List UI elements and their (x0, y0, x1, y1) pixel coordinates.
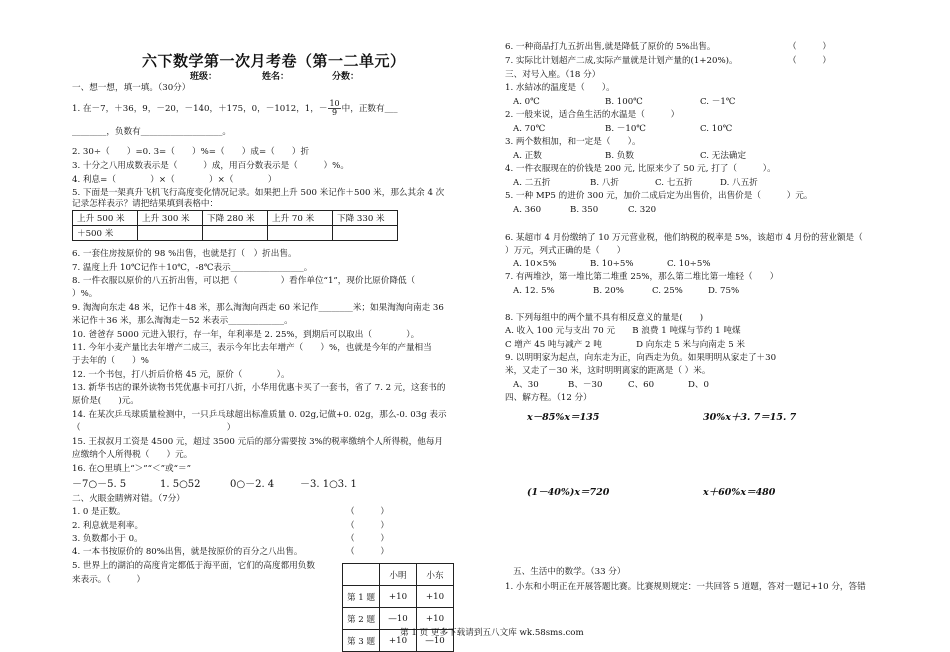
choice-3-option: A. 正数 (513, 151, 542, 161)
question-14-line-1: 14. 在某次乒乓球质量检测中，一只乒乓球超出标准质量 0. 02g,记做+0. 02g，那么-0. 03g 表示 (72, 410, 447, 420)
choice-2-option: B. －10℃ (605, 124, 646, 134)
choice-2: 2. 一般来说，适合鱼生活的水温是（ ） (505, 110, 680, 120)
equation-4: x＋60%x＝480 (703, 487, 776, 498)
choice-3-option: C. 无法确定 (700, 151, 747, 161)
choice-3-option: B. 负数 (605, 151, 634, 161)
choice-5-option: B. 350 (570, 205, 599, 215)
table-cell: 上升 70 米 (268, 211, 333, 226)
table-cell: —10 (380, 608, 417, 630)
judge-7: 7. 实际比计划超产二成,实际产量就是计划产量的(1+20%)。 (505, 56, 738, 66)
choice-9-option: C、60 (628, 380, 655, 390)
question-2: 2. 30÷（ ）=0. 3=（ ）%=（ ）成=（ ）折 (72, 147, 310, 157)
table-cell (268, 226, 333, 241)
altitude-record-table (72, 210, 398, 241)
judge-4-paren: （ ） (346, 547, 389, 557)
table-cell: +10 (380, 586, 417, 608)
choice-4-option: A. 二五折 (513, 178, 551, 188)
table-cell: 下降 330 米 (333, 211, 398, 226)
table-cell: 小东 (417, 564, 454, 586)
question-8-line-2: ）%。 (72, 289, 98, 299)
question-13-line-1: 13. 新华书店的课外读物书凭优惠卡可打八折，小华用优惠卡买了一套书，省了 7. 2 元，这套书的 (72, 383, 446, 393)
choice-9-option: A、30 (513, 380, 539, 390)
section-5-heading: 五、生活中的数学。（33 分） (513, 567, 626, 577)
table-cell (138, 226, 203, 241)
compare-item: －3. 1○3. 1 (300, 479, 357, 490)
table-cell: ＋500 米 (73, 226, 138, 241)
choice-4-option: B. 八折 (590, 178, 619, 188)
table-cell: +10 (417, 586, 454, 608)
question-1-text-b: 中，正数有___ (341, 104, 398, 114)
choice-6-option: A. 10×5% (513, 259, 557, 269)
question-15-line-1: 15. 王叔叔月工资是 4500 元，超过 3500 元后的部分需要按 3%的税率缴纳个人所得税，他每月 (72, 437, 444, 447)
judge-1: 1. 0 是正数。 (72, 507, 126, 517)
fraction-numerator: 10 (329, 99, 340, 108)
question-11-line-1: 11. 今年小麦产量比去年增产二成三，表示今年比去年增产（ ）%，也就是今年的产量相当 (72, 343, 432, 353)
choice-4: 4. 一件衣服现在的价钱是 200 元, 比原来少了 50 元, 打了（ ）。 (505, 164, 776, 174)
table-cell: —10 (417, 630, 454, 652)
question-10: 10. 爸爸存 5000 元进入银行，存一年，年利率是 2. 25%，到期后可以取出（ ）。 (72, 330, 420, 340)
choice-2-option: C. 10℃ (700, 124, 733, 134)
question-1-fraction (328, 100, 340, 117)
question-5-line-2: 记录怎样表示？请把结果填到表格中： (72, 199, 219, 209)
choice-4-option: C. 七五折 (655, 178, 693, 188)
table-cell: 第 3 题 (343, 630, 380, 652)
question-15-line-2: 应缴纳个人所得税（ ）元。 (72, 450, 193, 460)
table-header-row (73, 211, 398, 226)
question-1-text-a: 1. 在－7，＋36，9，－20，－140，＋175，0，－1012，1，－ (72, 104, 328, 114)
choice-5: 5. 一种 MP5 的进价 300 元，加价二成后定为出售价，出售价是（ ）元。 (505, 191, 813, 201)
question-7: 7. 温度上升 10℃记作＋10℃，-8℃表示_________________。 (72, 263, 313, 273)
judge-6-paren: （ ） (788, 42, 831, 52)
choice-3: 3. 两个数相加，和一定是（ ）。 (505, 137, 641, 147)
question-16: 16. 在○里填上“＞”“＜”或“＝” (72, 464, 192, 474)
choice-1-option: B. 100℃ (605, 97, 643, 107)
table-cell: 第 2 题 (343, 608, 380, 630)
table-cell: +10 (380, 630, 417, 652)
choice-9-option: D、0 (688, 380, 709, 390)
choice-1-option: A. 0℃ (513, 97, 540, 107)
table-cell: 上升 300 米 (138, 211, 203, 226)
choice-2-option: A. 70℃ (513, 124, 546, 134)
question-5-line-1: 5. 下面是一架真升飞机飞行高度变化情况记录。如果把上升 500 米记作＋500 米，那么其余 4 次 (72, 188, 445, 198)
table-cell: 上升 500 米 (73, 211, 138, 226)
page-title: 六下数学第一次月考卷（第一二单元） (142, 52, 406, 70)
choice-6-line-2: ）万元，列式正确的是（ ） (505, 246, 626, 256)
choice-1-option: C. －1℃ (700, 97, 736, 107)
page-footer: 第 1 页 更多下载请到五八文库 wk.58sms.com (400, 628, 584, 638)
table-row (73, 226, 398, 241)
judge-2: 2. 利息就是利率。 (72, 521, 144, 531)
question-6: 6. 一套住房按原价的 98 %出售，也就是打（ ）折出售。 (72, 249, 297, 259)
choice-7: 7. 有两堆沙，第一堆比第二堆重 25%，那么第二堆比第一堆轻（ ） (505, 272, 779, 282)
choice-6-option: B. 10÷5% (590, 259, 634, 269)
choice-6-option: C. 10÷5% (667, 259, 711, 269)
judge-1-paren: （ ） (346, 507, 389, 517)
class-label: 班级： (190, 72, 218, 82)
choice-9-line-1: 9. 以明明家为起点，向东走为正，向西走为负。如果明明从家走了＋30 (505, 353, 777, 363)
equation-3: (1－40%)x＝720 (527, 487, 610, 498)
question-13-line-2: 原价是( )元。 (72, 396, 139, 406)
problem-1: 1. 小东和小明正在开展答题比赛。比赛规则规定：一共回答 5 道题，答对一题记+10 分，答错 (505, 582, 866, 592)
choice-6-line-1: 6. 某超市 4 月份缴纳了 10 万元营业税，他们纳税的税率是 5%，该超市 4 月份的营业额是（ (505, 233, 863, 243)
judge-5-line-1: 5. 世界上的湖泊的高度肯定都低于海平面，它们的高度都用负数 (72, 561, 315, 571)
table-header-row (343, 564, 454, 586)
question-1 (72, 100, 398, 117)
judge-5-line-2: 来表示。（ ） (72, 575, 146, 585)
equation-2: 30%x＋3. 7＝15. 7 (703, 412, 797, 423)
choice-7-option: D. 75% (708, 286, 740, 296)
question-11-line-2: 于去年的（ ）% (72, 356, 149, 366)
judge-3: 3. 负数都小于 0。 (72, 534, 143, 544)
section-4-heading: 四、解方程。（12 分） (505, 393, 592, 403)
table-cell (343, 564, 380, 586)
score-label: 分数： (332, 72, 360, 82)
question-1-continued: ________，负数有___________________。 (72, 127, 231, 137)
question-9-line-2: 米记作＋36 米，那么淘淘走－52 米表示_____________。 (72, 316, 293, 326)
judge-3-paren: （ ） (346, 534, 389, 544)
compare-item: 1. 5○52 (160, 479, 201, 490)
choice-5-option: A. 360 (513, 205, 542, 215)
question-8-line-1: 8. 一件衣服以原价的八五折出售，可以把（ ）看作单位“1”，现价比原价降低（ (72, 276, 416, 286)
choice-8-options-2: C 增产 45 吨与减产 2 吨 D 向东走 5 米与向南走 5 米 (505, 340, 745, 350)
choice-7-option: C. 25% (652, 286, 683, 296)
table-row (343, 586, 454, 608)
compare-item: 0○－2. 4 (230, 479, 275, 490)
choice-7-option: B. 20% (593, 286, 624, 296)
question-14-line-2: （ ） (72, 423, 236, 433)
equation-1: x－85%x＝135 (527, 412, 600, 423)
fraction-denominator: 9 (332, 108, 338, 117)
judge-7-paren: （ ） (788, 56, 831, 66)
choice-9-option: B、－30 (568, 380, 603, 390)
score-table (342, 563, 454, 652)
question-12: 12. 一个书包，打八折后价格 45 元，原价（ ）。 (72, 370, 290, 380)
table-cell: 小明 (380, 564, 417, 586)
compare-item: －7○－5. 5 (72, 479, 127, 490)
section-1-heading: 一、想一想，填一填。（30分） (72, 83, 191, 93)
choice-8: 8. 下列每组中的两个量不具有相反意义的量是( ) (505, 313, 704, 323)
question-9-line-1: 9. 淘淘向东走 48 米，记作＋48 米，那么淘淘向西走 60 米记作________米；如果淘淘向南走 36 (72, 303, 444, 313)
section-2-heading: 二、火眼金睛辨对错。（7分） (72, 494, 185, 504)
choice-9-line-2: 米，又走了－30 米，这时明明离家的距离是（ ）米。 (505, 366, 711, 376)
choice-5-option: C. 320 (628, 205, 657, 215)
judge-2-paren: （ ） (346, 521, 389, 531)
judge-6: 6. 一种商品打九五折出售,就是降低了原价的 5%出售。 (505, 42, 716, 52)
judge-4: 4. 一本书按原价的 80%出售，就是按原价的百分之八出售。 (72, 547, 303, 557)
choice-7-option: A. 12. 5% (513, 286, 555, 296)
table-cell (203, 226, 268, 241)
table-cell: +10 (417, 608, 454, 630)
name-label: 姓名： (262, 72, 290, 82)
section-3-heading: 三、对号入座。（18 分） (505, 70, 601, 80)
table-cell: 第 1 题 (343, 586, 380, 608)
table-cell (333, 226, 398, 241)
question-3: 3. 十分之八用成数表示是（ ）成，用百分数表示是（ ）%。 (72, 161, 349, 171)
choice-8-options-1: A. 收入 100 元与支出 70 元 B 浪费 1 吨煤与节约 1 吨煤 (505, 326, 741, 336)
choice-1: 1. 水結冰的温度是（ ）。 (505, 83, 615, 93)
choice-4-option: D. 八五折 (720, 178, 758, 188)
question-4: 4. 利息=（ ）×（ ）×（ ） (72, 175, 277, 185)
table-cell: 下降 280 米 (203, 211, 268, 226)
